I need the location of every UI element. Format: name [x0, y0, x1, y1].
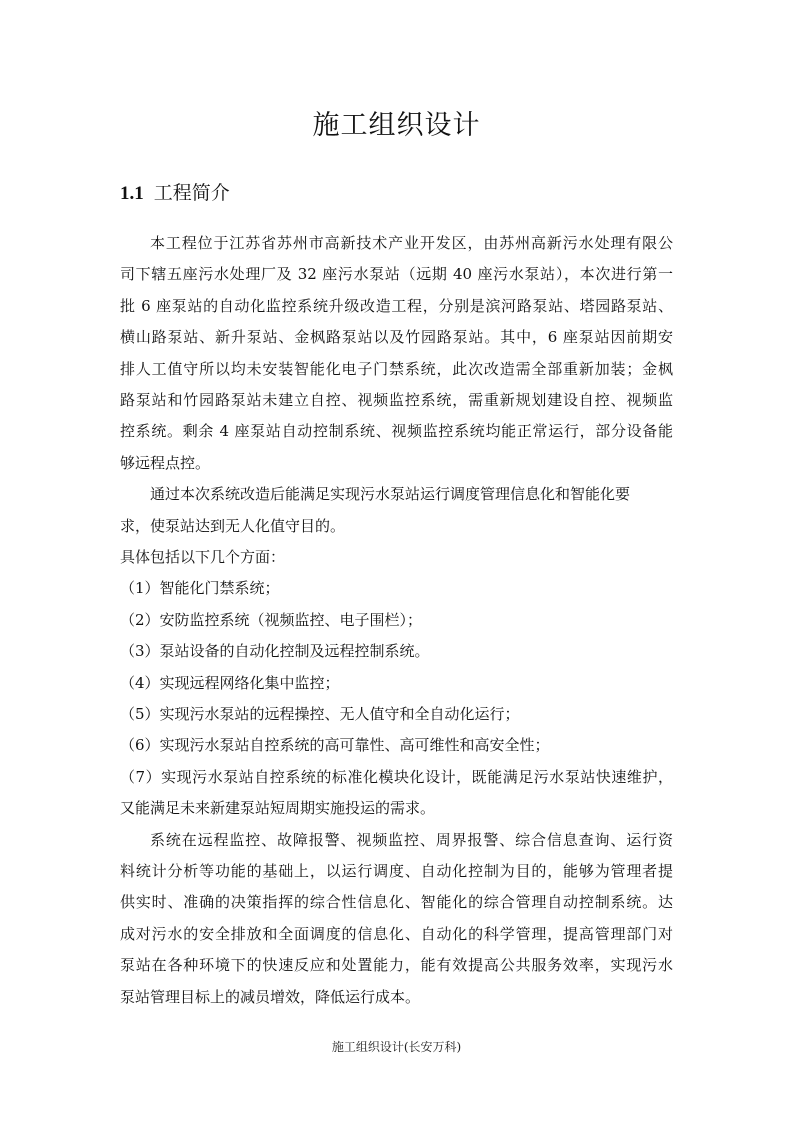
paragraph-line: 泵站管理目标上的减员增效，降低运行成本。 — [120, 987, 421, 1006]
paragraph-line: 系统在远程监控、故障报警、视频监控、周界报警、综合信息查询、运行资 — [150, 830, 673, 849]
paragraph-line: 又能满足未来新建泵站短周期实施投运的需求。 — [120, 799, 436, 818]
paragraph-line: （1）智能化门禁系统； — [120, 579, 280, 598]
paragraph-line: 具体包括以下几个方面： — [120, 548, 286, 566]
section-heading — [120, 178, 230, 205]
paragraph-line: （4）实现远程网络化集中监控； — [120, 673, 340, 692]
paragraph-line: 供实时、准确的决策指挥的综合性信息化、智能化的综合管理自动控制系统。达 — [120, 893, 673, 912]
paragraph-line: 路泵站和竹园路泵站未建立自控、视频监控系统，需重新规划建设自控、视频监 — [120, 391, 673, 409]
paragraph-line: （3）泵站设备的自动化控制及远程控制系统。 — [120, 642, 430, 661]
paragraph-line: 够远程点控。 — [120, 453, 211, 472]
paragraph-line: 排人工值守所以均未安装智能化电子门禁系统，此次改造需全部重新加装；金枫 — [120, 359, 673, 378]
paragraph-line: 成对污水的安全排放和全面调度的信息化、自动化的科学管理，提高管理部门对 — [120, 924, 673, 943]
paragraph-line: 本工程位于江苏省苏州市高新技术产业开发区，由苏州高新污水处理有限公 — [150, 234, 673, 252]
paragraph-line: 司下辖五座污水处理厂及 32 座污水泵站（远期 40 座污水泵站），本次进行第一 — [120, 265, 673, 284]
paragraph-line: 求，使泵站达到无人化值守目的。 — [120, 516, 346, 535]
paragraph-line: 通过本次系统改造后能满足实现污水泵站运行调度管理信息化和智能化要 — [150, 485, 631, 504]
section-title: 工程简介 — [153, 182, 230, 204]
paragraph-line: （7）实现污水泵站自控系统的标准化模块化设计，既能满足污水泵站快速维护， — [120, 767, 673, 786]
paragraph-line: （6）实现污水泵站自控系统的高可靠性、高可维性和高安全性； — [120, 736, 550, 755]
paragraph-line: 横山路泵站、新升泵站、金枫路泵站以及竹园路泵站。其中，6 座泵站因前期安 — [120, 328, 673, 347]
paragraph-line: （2）安防监控系统（视频监控、电子围栏）； — [120, 610, 423, 629]
paragraph-line: 料统计分析等功能的基础上，以运行调度、自动化控制为目的，能够为管理者提 — [120, 862, 673, 880]
paragraph-line: 泵站在各种环境下的快速反应和处置能力，能有效提高公共服务效率，实现污水 — [120, 956, 673, 975]
section-number: 1.1 — [120, 183, 144, 204]
paragraph-line: （5）实现污水泵站的远程操控、无人值守和全自动化运行； — [120, 705, 520, 723]
paragraph-line: 控系统。剩余 4 座泵站自动控制系统、视频监控系统均能正常运行，部分设备能 — [120, 422, 673, 441]
page-footer: 施工组织设计(长安万科) — [331, 1040, 462, 1054]
document-title: 施工组织设计 — [312, 110, 481, 141]
paragraph-line: 批 6 座泵站的自动化监控系统升级改造工程，分别是滨河路泵站、塔园路泵站、 — [120, 296, 673, 315]
